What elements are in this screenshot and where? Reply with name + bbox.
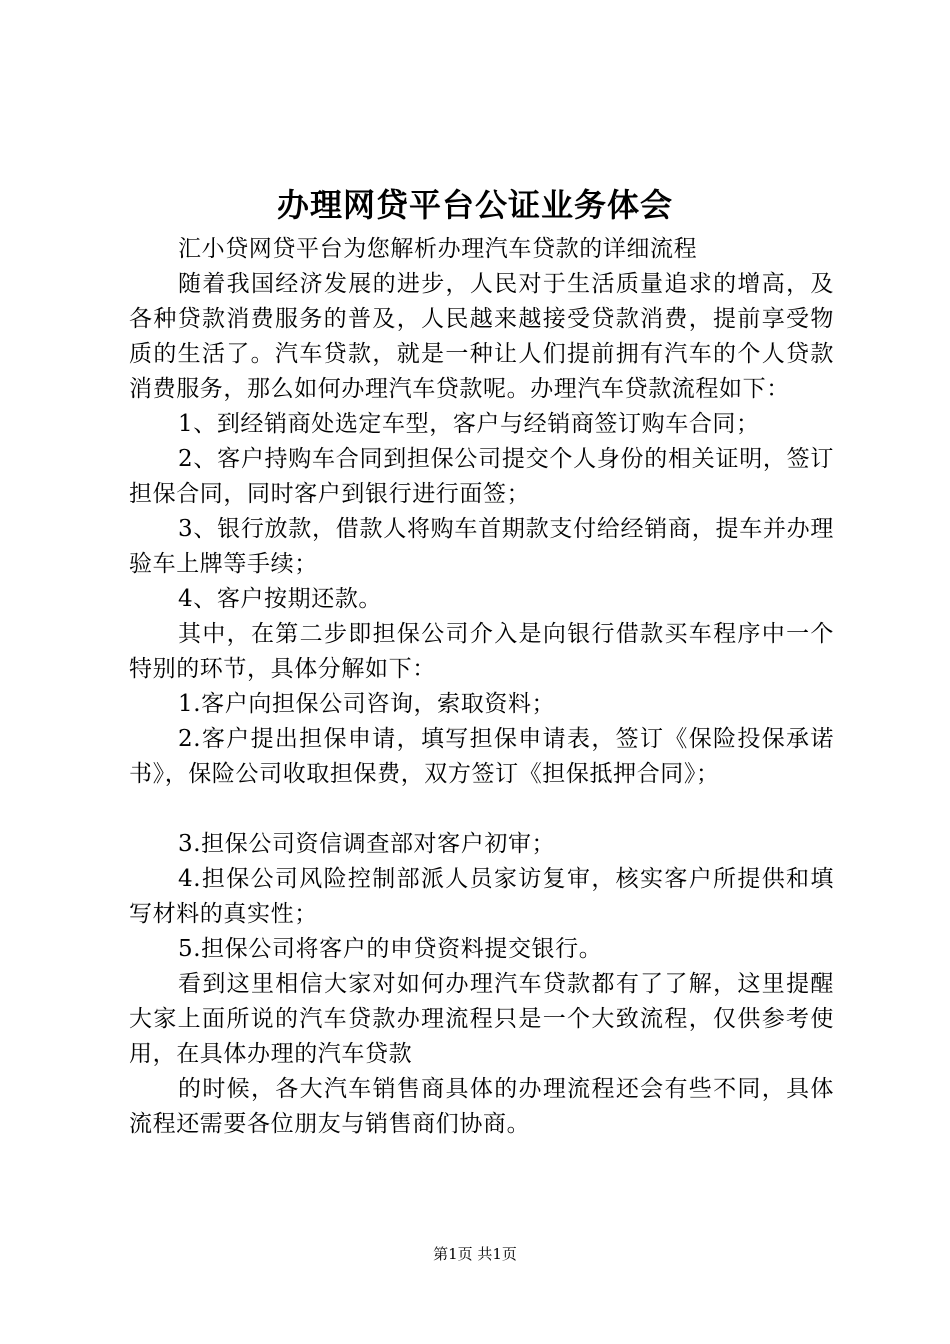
- substep-1: 1.客户向担保公司咨询，索取资料；: [178, 691, 556, 717]
- blank-line: [129, 792, 834, 827]
- paragraph-conclusion: 看到这里相信大家对如何办理汽车贷款都有了了解，这里提醒大家上面所说的汽车贷款办理流程只是一个大致流程，仅供参考使用，在具体办理的汽车贷款: [129, 971, 834, 1067]
- paragraph-intro: 汇小贷网贷平台为您解析办理汽车贷款的详细流程: [178, 236, 698, 262]
- substep-4: 4.担保公司风险控制部派人员家访复审，核实客户所提供和填写材料的真实性；: [129, 866, 834, 927]
- step-2: 2、客户持购车合同到担保公司提交个人身份的相关证明，签订担保合同，同时客户到银行进行面签；: [129, 446, 834, 507]
- document-title: 办理网贷平台公证业务体会: [276, 186, 673, 224]
- page-number-footer: 第1页 共1页: [433, 1245, 517, 1263]
- paragraph-background: 随着我国经济发展的进步，人民对于生活质量追求的增高，及各种贷款消费服务的普及，人民越来越接受贷款消费，提前享受物质的生活了。汽车贷款，就是一种让人们提前拥有汽车的个人贷款消费服务，那么如何办理汽车贷款呢。办理汽车贷款流程如下：: [129, 271, 834, 402]
- substep-3: 3.担保公司资信调查部对客户初审；: [178, 831, 556, 857]
- step-3: 3、银行放款，借款人将购车首期款支付给经销商，提车并办理验车上牌等手续；: [129, 516, 834, 577]
- step-1: 1、到经销商处选定车型，客户与经销商签订购车合同；: [178, 411, 760, 437]
- step-4: 4、客户按期还款。: [178, 586, 383, 612]
- paragraph-guarantee-intro: 其中，在第二步即担保公司介入是向银行借款买车程序中一个特别的环节，具体分解如下：: [129, 621, 834, 682]
- substep-2: 2.客户提出担保申请，填写担保申请表，签订《保险投保承诺书》，保险公司收取担保费，双方签订《担保抵押合同》；: [129, 726, 834, 787]
- substep-5: 5.担保公司将客户的申贷资料提交银行。: [178, 936, 603, 962]
- document-body: [129, 232, 834, 1142]
- paragraph-conclusion-continued: 的时候，各大汽车销售商具体的办理流程还会有些不同，具体流程还需要各位朋友与销售商们协商。: [129, 1076, 834, 1137]
